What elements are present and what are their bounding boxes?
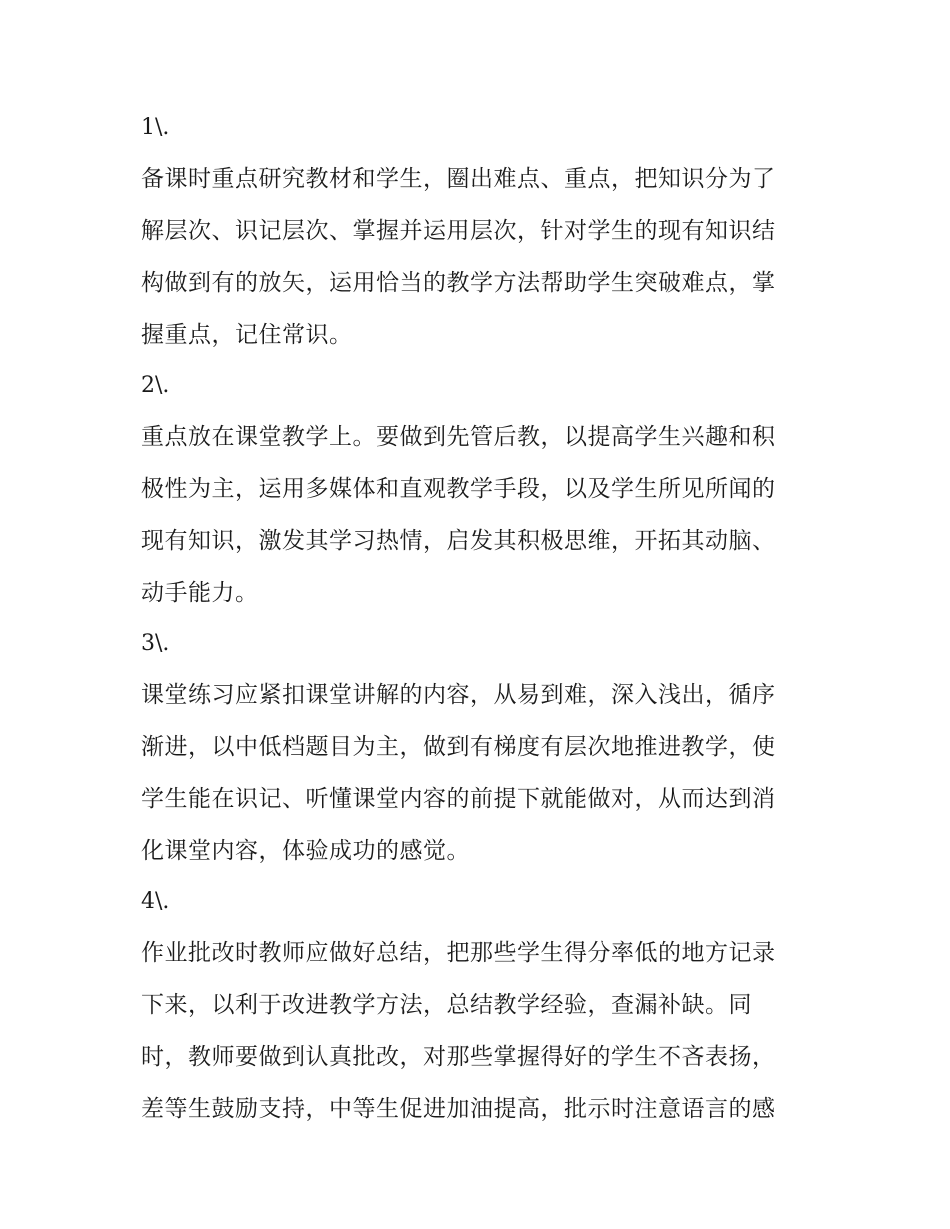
paragraph-line: 差等生鼓励支持，中等生促进加油提高，批示时注意语言的感	[141, 1096, 776, 1122]
section-3	[141, 619, 821, 877]
paragraph-line: 构做到有的放矢，运用恰当的教学方法帮助学生突破难点，掌	[141, 270, 776, 296]
item-number: 2\.	[141, 373, 170, 398]
paragraph-line: 渐进，以中低档题目为主，做到有梯度有层次地推进教学，使	[141, 734, 776, 760]
item-number: 3\.	[141, 631, 170, 656]
paragraph-line: 握重点，记住常识。	[141, 322, 353, 348]
item-number: 4\.	[141, 889, 170, 914]
item-number: 1\.	[141, 115, 170, 140]
paragraph-line: 课堂练习应紧扣课堂讲解的内容，从易到难，深入浅出，循序	[141, 682, 776, 708]
paragraph-line: 重点放在课堂教学上。要做到先管后教，以提高学生兴趣和积	[141, 424, 776, 450]
paragraph	[141, 411, 821, 619]
paragraph	[141, 669, 821, 877]
paragraph-line: 极性为主，运用多媒体和直观教学手段，以及学生所见所闻的	[141, 476, 776, 502]
section-1	[141, 103, 821, 361]
paragraph-line: 动手能力。	[141, 580, 259, 606]
paragraph-line: 作业批改时教师应做好总结，把那些学生得分率低的地方记录	[141, 940, 776, 966]
paragraph-line: 时，教师要做到认真批改，对那些掌握得好的学生不吝表扬，	[141, 1044, 776, 1070]
paragraph-line: 化课堂内容，体验成功的感觉。	[141, 838, 470, 864]
paragraph-line: 现有知识，激发其学习热情，启发其积极思维，开拓其动脑、	[141, 528, 776, 554]
paragraph-line: 学生能在识记、听懂课堂内容的前提下就能做对，从而达到消	[141, 786, 776, 812]
paragraph	[141, 153, 821, 361]
document-body	[141, 103, 821, 1135]
section-4	[141, 877, 821, 1135]
paragraph-line: 下来，以利于改进教学方法，总结教学经验，查漏补缺。同	[141, 992, 752, 1018]
paragraph-line: 备课时重点研究教材和学生，圈出难点、重点，把知识分为了	[141, 166, 776, 192]
paragraph-line: 解层次、识记层次、掌握并运用层次，针对学生的现有知识结	[141, 218, 776, 244]
section-2	[141, 361, 821, 619]
paragraph	[141, 927, 821, 1135]
